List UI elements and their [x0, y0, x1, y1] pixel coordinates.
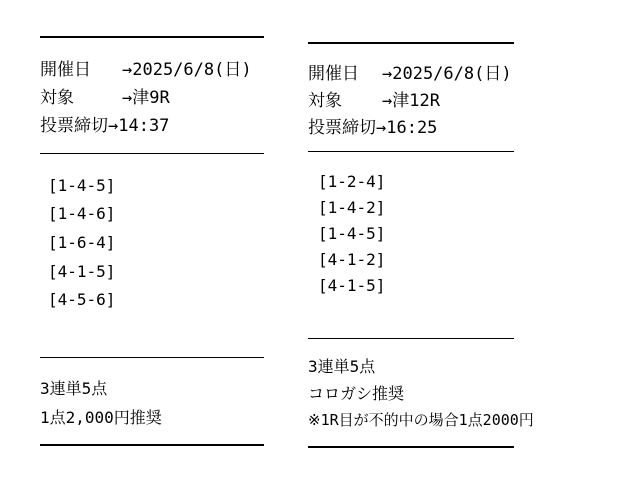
bet-type: 3連単5点: [308, 357, 376, 376]
race-date-value: →2025/6/8(日): [122, 60, 252, 80]
stake-note: ※1R目が不的中の場合1点2000円: [308, 411, 534, 429]
pick-combination: [1-6-4]: [48, 233, 116, 252]
pick-combination: [4-1-2]: [318, 250, 386, 269]
race-date-value: →2025/6/8(日): [382, 64, 512, 84]
header-divider: [308, 151, 514, 152]
pick-combination: [4-5-6]: [48, 290, 116, 309]
race-target-label: 対象: [40, 88, 74, 108]
pick-combination: [4-1-5]: [318, 276, 386, 295]
top-divider: [40, 36, 264, 38]
pick-combination: [1-4-5]: [318, 224, 386, 243]
top-divider: [308, 42, 514, 44]
bet-deadline: 投票締切→16:25: [308, 118, 438, 138]
race-date-label: 開催日: [308, 64, 359, 84]
bet-deadline: 投票締切→14:37: [40, 116, 170, 136]
footer-divider: [308, 338, 514, 339]
stake-note: 1点2,000円推奨: [40, 408, 162, 427]
pick-combination: [1-4-5]: [48, 176, 116, 195]
bet-type: 3連単5点: [40, 379, 108, 398]
bottom-divider: [40, 444, 264, 446]
pick-combination: [1-4-2]: [318, 198, 386, 217]
strategy-note: コロガシ推奨: [308, 384, 405, 403]
race-target-value: →津12R: [382, 91, 440, 111]
pick-combination: [1-2-4]: [318, 172, 386, 191]
pick-combination: [4-1-5]: [48, 262, 116, 281]
footer-divider: [40, 357, 264, 358]
bottom-divider: [308, 446, 514, 448]
race-date-label: 開催日: [40, 60, 91, 80]
race-target-label: 対象: [308, 91, 342, 111]
header-divider: [40, 153, 264, 154]
pick-combination: [1-4-6]: [48, 204, 116, 223]
race-target-value: →津9R: [122, 88, 170, 108]
